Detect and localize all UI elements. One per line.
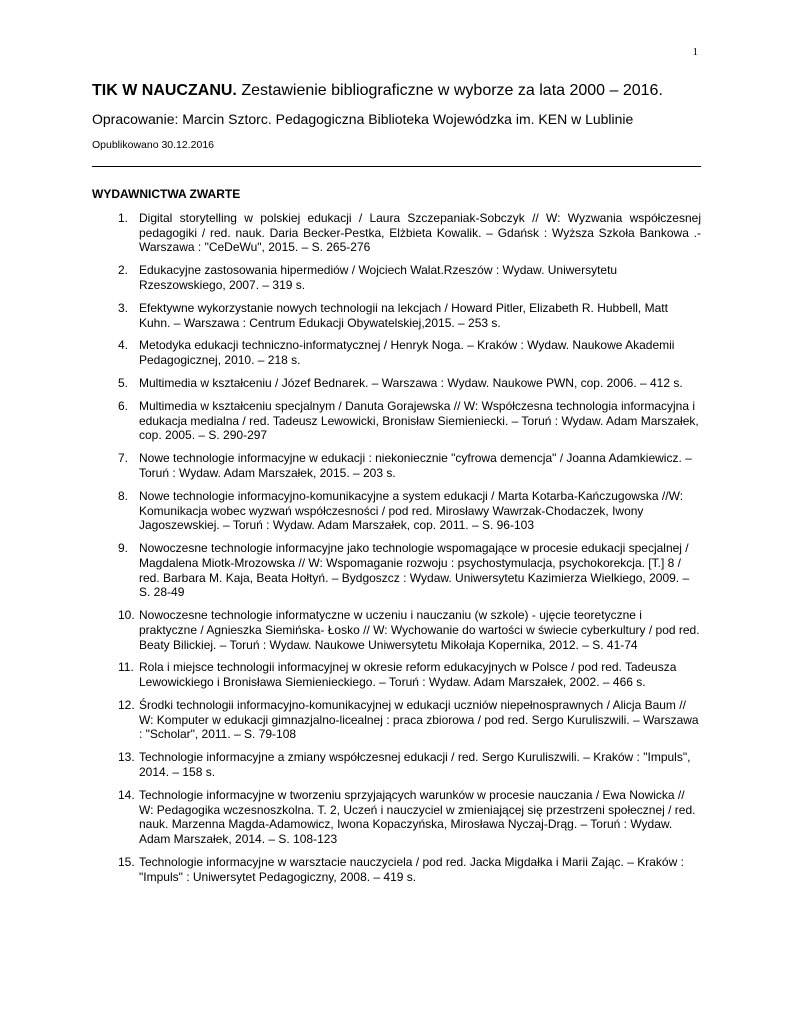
entry-number: 6. <box>118 398 129 413</box>
bibliography-entry <box>92 855 701 884</box>
document-header <box>92 80 702 152</box>
page-number: 1 <box>692 46 698 58</box>
title-rest: Zestawienie bibliograficzne w wyborze za lata 2000 – 2016. <box>236 82 663 99</box>
entry-text: Efektywne wykorzystanie nowych technologii na lekcjach / Howard Pitler, Elizabeth R. Hubbell, Matt Kuhn. – Warszawa : Centrum Edukacji Obywatelskiej,2015. – 253 s. <box>139 300 668 330</box>
entry-text: Nowe technologie informacyjne w edukacji : niekoniecznie "cyfrowa demencja" / Joanna Adamkiewicz. – Toruń : Wydaw. Adam Marszałek, 2015. – 203 s. <box>139 451 692 480</box>
bibliography-entry <box>92 376 701 391</box>
entry-text: Środki technologii informacyjno-komunikacyjnej w edukacji uczniów niepełnosprawnych / Alicja Baum // W: Komputer w edukacji gimnazjalno-licealnej : praca zbiorowa / pod red. Sergo Kuruliszwili. – Warszawa : "Scholar", 2011. – S. 79-108 <box>139 698 699 742</box>
entry-text: Technologie informacyjne a zmiany współczesnej edukacji / red. Sergo Kuruliszwili. – Kraków : "Impuls", 2014. – 158 s. <box>139 750 691 780</box>
bibliography-entry <box>92 338 701 367</box>
bibliography-entry <box>92 750 701 779</box>
bibliography-list <box>92 211 701 893</box>
bibliography-entry <box>92 211 701 255</box>
bibliography-entry <box>92 788 701 847</box>
entry-number: 9. <box>118 541 129 556</box>
bibliography-entry <box>92 301 701 330</box>
bibliography-entry <box>92 399 701 443</box>
entry-text: Metodyka edukacji techniczno-informatycznej / Henryk Noga. – Kraków : Wydaw. Naukowe Akademii Pedagogicznej, 2010. – 218 s. <box>139 338 675 368</box>
bibliography-entry <box>92 489 701 533</box>
entry-text: Technologie informacyjne w tworzeniu sprzyjających warunków w procesie nauczania / Ewa Nowicka // W: Pedagogika wczesnoszkolna. T. 2, Uczeń i nauczyciel w zmieniającej się przestrzeni społecznej / red. nauk. Marzenna Magda-Adamowicz, Iwona Kopaczyńska, Mirosława Nyczaj-Drąg. – Toruń : Wydaw. Adam Marszałek, 2014. – S. 108-123 <box>139 787 696 847</box>
bibliography-entry <box>92 263 701 292</box>
entry-number: 2. <box>118 263 129 278</box>
published-date: Opublikowano 30.12.2016 <box>92 139 215 151</box>
entry-text: Nowoczesne technologie informacyjne jako technologie wspomagające w procesie edukacji specjalnej / Magdalena Miotk-Mrozowska // W: Wspomaganie rozwoju : psychostymulacja, psychokorekcja. [T.] 8 / red. Barbara M. Kaja, Beata Hołtyń. – Bydgoszcz : Wydaw. Uniwersytetu Kazimierza Wielkiego, 2009. – S. 28-49 <box>139 541 690 600</box>
entry-number: 11. <box>118 660 134 675</box>
entry-number: 10. <box>118 608 135 623</box>
entry-number: 5. <box>118 376 129 391</box>
bibliography-entry <box>92 451 701 480</box>
entry-text: Edukacyjne zastosowania hipermediów / Wojciech Walat.Rzeszów : Wydaw. Uniwersytetu Rzeszowskiego, 2007. – 319 s. <box>139 263 618 292</box>
entry-number: 12. <box>118 698 135 713</box>
entry-number: 13. <box>118 750 135 765</box>
entry-number: 8. <box>118 488 129 503</box>
header-divider <box>92 166 701 167</box>
bibliography-entry <box>92 698 701 742</box>
entry-text: Digital storytelling w polskiej edukacji / Laura Szczepaniak-Sobczyk // W: Wyzwania współczesnej pedagogiki / red. nauk. Daria Becker-Pestka, Elżbieta Kowalik. – Gdańsk : Wyższa Szkoła Bankowa .-Warszawa : "CeDeWu", 2015. – S. 265-276 <box>139 211 701 255</box>
title-bold: TIK W NAUCZANU. <box>92 82 237 99</box>
entry-number: 3. <box>118 300 129 315</box>
entry-text: Technologie informacyjne w warsztacie nauczyciela / pod red. Jacka Migdałka i Marii Zając. – Kraków : "Impuls" : Uniwersytet Pedagogiczny, 2008. – 419 s. <box>139 854 684 884</box>
section-heading: WYDAWNICTWA ZWARTE <box>92 187 241 201</box>
entry-number: 1. <box>118 211 129 225</box>
entry-number: 4. <box>118 338 129 353</box>
entry-text: Nowe technologie informacyjno-komunikacyjne a system edukacji / Marta Kotarba-Kańczugowska //W: Komunikacja wobec wyzwań współczesności / pod red. Mirosławy Wawrzak-Chodaczek, Iwony Jagoszewskiej. – Toruń : Wydaw. Adam Marszałek, cop. 2011. – S. 96-103 <box>139 488 684 533</box>
bibliography-entry <box>92 660 701 689</box>
bibliography-entry <box>92 608 701 652</box>
entry-text: Multimedia w kształceniu / Józef Bednarek. – Warszawa : Wydaw. Naukowe PWN, cop. 2006. – 412 s. <box>139 376 683 391</box>
entry-text: Rola i miejsce technologii informacyjnej w okresie reform edukacyjnych w Polsce / pod red. Tadeusza Lewowickiego i Bronisława Siemienieckiego. – Toruń : Wydaw. Adam Marszałek, 2002. – 466 s. <box>139 660 677 690</box>
entry-number: 7. <box>118 451 129 466</box>
document-title <box>92 80 702 102</box>
entry-number: 15. <box>118 854 135 869</box>
bibliography-entry <box>92 541 701 600</box>
compiler-line: Opracowanie: Marcin Sztorc. Pedagogiczna Biblioteka Wojewódzka im. KEN w Lublinie <box>92 111 634 127</box>
entry-number: 14. <box>118 787 135 802</box>
entry-text: Multimedia w kształceniu specjalnym / Danuta Gorajewska // W: Współczesna technologia informacyjna i edukacja medialna / red. Tadeusz Lewowicki, Bronisław Siemieniecki. – Toruń : Wydaw. Adam Marszałek, cop. 2005. – S. 290-297 <box>139 398 699 443</box>
entry-text: Nowoczesne technologie informatyczne w uczeniu i nauczaniu (w szkole) - ujęcie teoretyczne i praktyczne / Agnieszka Siemińska- Łosko // W: Wychowanie do wartości w świecie cyberkultury / pod red. Beaty Bilickiej. – Toruń : Wydaw. Naukowe Uniwersytetu Mikołaja Kopernika, 2012. – S. 41-74 <box>139 608 700 652</box>
